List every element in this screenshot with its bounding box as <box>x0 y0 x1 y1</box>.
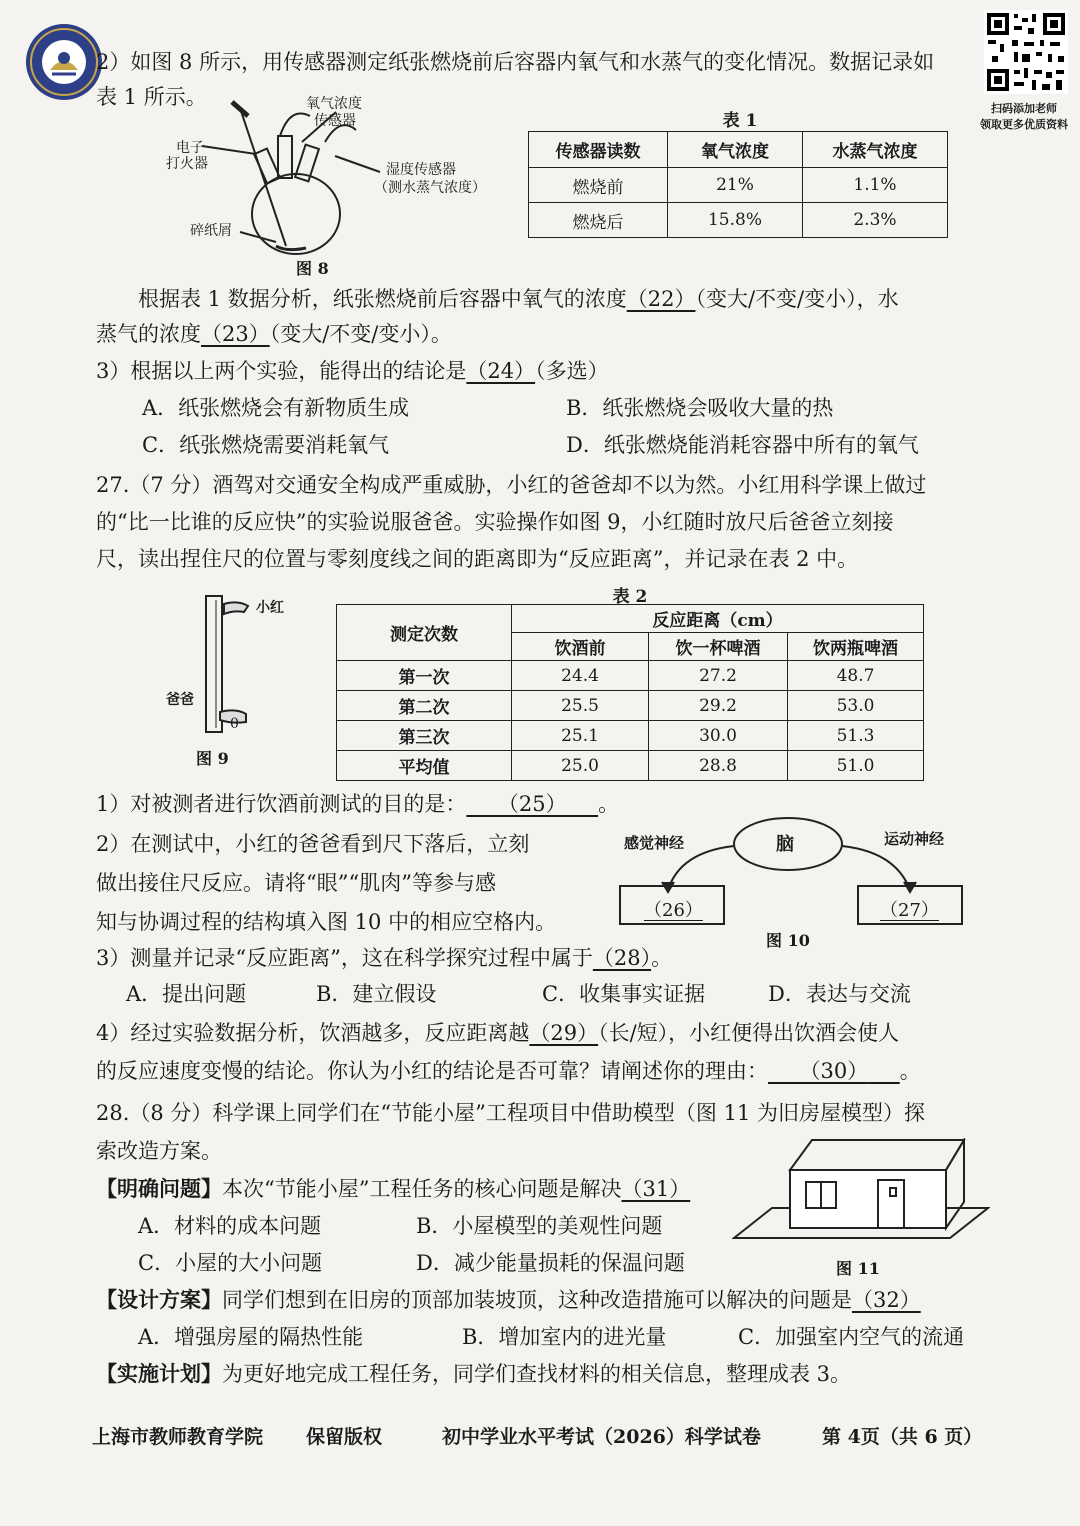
analysis-text: 根据表 1 数据分析，纸张燃烧前后容器中氧气的浓度 <box>138 287 627 311</box>
label-humidity-2: （测水蒸气浓度） <box>374 180 486 196</box>
label-o2-sensor-1: 氧气浓度 <box>306 96 362 112</box>
figure-9-caption: 图 9 <box>196 749 229 768</box>
q27-4-text: 4）经过实验数据分析，饮酒越多，反应距离越 <box>96 1021 530 1045</box>
q28-clarify-option-b: B．小屋模型的美观性问题 <box>416 1214 663 1238</box>
blank-30 <box>768 1059 900 1083</box>
table-2-cell: 27.2 <box>649 661 788 691</box>
blank-29: （29） <box>529 1021 599 1045</box>
stem-text: 3）根据以上两个实验，能得出的结论是 <box>96 359 467 383</box>
q27-4-text: （长/短），小红便得出饮酒会使人 <box>598 1021 900 1045</box>
q27-1-text: 1）对被测者进行饮酒前测试的目的是： <box>96 792 467 816</box>
plan-text: 为更好地完成工程任务，同学们查找材料的相关信息，整理成表 3。 <box>222 1362 852 1386</box>
school-logo <box>24 22 104 102</box>
table-1-cell: 燃烧后 <box>529 203 668 238</box>
figure-8-caption: 图 8 <box>296 259 329 278</box>
table-2-subheader: 饮一杯啤酒 <box>649 633 788 661</box>
qr-caption-2: 领取更多优质资料 <box>980 118 1068 131</box>
figure-10-sensory: 感觉神经 <box>624 834 685 852</box>
table-1-header: 传感器读数 <box>529 132 668 168</box>
table-2-header-count: 测定次数 <box>337 605 512 661</box>
option-d: D．纸张燃烧能消耗容器中所有的氧气 <box>566 433 919 457</box>
q27-3-option-b: B．建立假设 <box>316 982 437 1006</box>
table-1-cell: 15.8% <box>668 203 803 238</box>
table-2-cell: 53.0 <box>788 691 924 721</box>
plan-tag: 【实施计划】 <box>96 1361 222 1386</box>
table-1-title: 表 1 <box>722 111 758 131</box>
blank-25-number: （25） <box>497 792 567 816</box>
table-2-cell: 48.7 <box>788 661 924 691</box>
design-tag: 【设计方案】 <box>96 1287 222 1312</box>
blank-32: （32） <box>852 1288 921 1312</box>
table-2-cell: 28.8 <box>649 751 788 781</box>
q27-3-option-c: C．收集事实证据 <box>542 982 706 1006</box>
analysis-text: （变大/不变/变小）。 <box>269 322 452 346</box>
figure-10-caption: 图 10 <box>766 931 810 950</box>
analysis-text: 蒸气的浓度 <box>96 322 201 346</box>
q27-3-option-a: A．提出问题 <box>126 982 247 1006</box>
blank-23: （23） <box>201 322 270 346</box>
design-text: 同学们想到在旧房的顶部加装坡顶，这种改造措施可以解决的问题是 <box>222 1288 852 1312</box>
q27-intro-1: 27.（7 分）酒驾对交通安全构成严重威胁，小红的爸爸却不以为然。小红用科学课上做过 <box>96 473 927 497</box>
option-b: B．纸张燃烧会吸收大量的热 <box>566 396 834 420</box>
blank-25 <box>466 792 598 816</box>
qr-caption-1: 扫码添加老师 <box>991 102 1057 115</box>
q28-intro-1: 28.（8 分）科学课上同学们在“节能小屋”工程项目中借助模型（图 11 为旧房屋模型）探 <box>96 1101 925 1125</box>
blank-22: （22） <box>626 287 696 311</box>
q28-design-option-b: B．增加室内的进光量 <box>462 1325 667 1349</box>
q27-2-line-2: 做出接住尺反应。请将“眼”“肌肉”等参与感 <box>96 871 496 895</box>
clarify-text: 本次“节能小屋”工程任务的核心问题是解决 <box>222 1177 622 1201</box>
table-2-cell: 25.5 <box>512 691 649 721</box>
q28-design-option-a: A．增强房屋的隔热性能 <box>138 1325 364 1349</box>
label-lighter-1: 电子 <box>176 140 204 156</box>
table-2-cell: 29.2 <box>649 691 788 721</box>
option-a: A．纸张燃烧会有新物质生成 <box>142 396 410 420</box>
q27-2-line-1: 2）在测试中，小红的爸爸看到尺下落后，立刻 <box>96 832 530 856</box>
blank-31: （31） <box>621 1177 691 1201</box>
table-2-title: 表 2 <box>612 587 648 607</box>
figure-10-box-26: （26） <box>644 900 703 921</box>
qr-code[interactable] <box>984 10 1068 94</box>
figure-10-motor: 运动神经 <box>884 830 945 848</box>
q28-plan <box>96 1360 851 1388</box>
q27-2-line-3: 知与协调过程的结构填入图 10 中的相应空格内。 <box>96 910 557 934</box>
q27-4-line-2 <box>96 1057 921 1085</box>
blank-28: （28） <box>592 946 652 970</box>
table-2-row-label: 平均值 <box>337 751 512 781</box>
q27-3-text: 。 <box>651 946 673 970</box>
footer-publisher: 上海市教师教育学院 <box>92 1426 264 1448</box>
label-lighter-2: 打火器 <box>166 156 208 172</box>
q28-design <box>96 1286 921 1314</box>
table-1-header: 水蒸气浓度 <box>803 132 948 168</box>
table-2-cell: 24.4 <box>512 661 649 691</box>
footer-rights: 保留版权 <box>306 1426 383 1448</box>
q27-intro-2: 的“比一比谁的反应快”的实验说服爸爸。实验操作如图 9，小红随时放尺后爸爸立刻接 <box>96 510 894 534</box>
q28-clarify-option-d: D．减少能量损耗的保温问题 <box>416 1251 685 1275</box>
q27-3-option-d: D．表达与交流 <box>768 982 911 1006</box>
label-paper: 碎纸屑 <box>190 223 232 239</box>
table-2-row-label: 第一次 <box>337 661 512 691</box>
label-xiaohong: 小红 <box>256 600 284 616</box>
table-2-row-label: 第二次 <box>337 691 512 721</box>
figure-10-box-27: （27） <box>880 900 939 921</box>
footer-exam: 初中学业水平考试（2026）科学试卷 <box>442 1426 761 1448</box>
q27-3 <box>96 944 672 972</box>
blank-24: （24） <box>466 359 536 383</box>
q26-3-stem <box>96 357 609 385</box>
q26-2-intro-2: 表 1 所示。 <box>96 85 207 109</box>
figure-11-house <box>732 1138 990 1250</box>
q28-design-option-c: C．加强室内空气的流通 <box>738 1325 965 1349</box>
label-dad: 爸爸 <box>166 692 194 708</box>
table-2-cell: 30.0 <box>649 721 788 751</box>
table-1-header: 氧气浓度 <box>668 132 803 168</box>
table-2-cell: 51.3 <box>788 721 924 751</box>
analysis-text: （变大/不变/变小），水 <box>695 287 899 311</box>
table-2-cell: 25.0 <box>512 751 649 781</box>
table-2-row-label: 第三次 <box>337 721 512 751</box>
label-zero: 0 <box>230 716 239 732</box>
q27-1 <box>96 790 619 818</box>
clarify-tag: 【明确问题】 <box>96 1176 222 1201</box>
q28-clarify <box>96 1175 690 1203</box>
table-1 <box>528 131 948 238</box>
q28-intro-2: 索改造方案。 <box>96 1139 222 1163</box>
q27-1-text: 。 <box>598 792 620 816</box>
blank-30-number: （30） <box>799 1059 869 1083</box>
q27-4-text: 的反应速度变慢的结论。你认为小红的结论是否可靠？请阐述你的理由： <box>96 1059 768 1083</box>
table-2-subheader: 饮两瓶啤酒 <box>788 633 924 661</box>
table-2-cell: 51.0 <box>788 751 924 781</box>
figure-11-caption: 图 11 <box>836 1259 880 1278</box>
label-humidity-1: 湿度传感器 <box>386 162 456 178</box>
table-1-cell: 21% <box>668 168 803 203</box>
table-1-cell: 2.3% <box>803 203 948 238</box>
q26-2-intro-1: 2）如图 8 所示，用传感器测定纸张燃烧前后容器内氧气和水蒸气的变化情况。数据记录如 <box>96 50 935 74</box>
table-1-cell: 燃烧前 <box>529 168 668 203</box>
option-c: C．纸张燃烧需要消耗氧气 <box>142 433 390 457</box>
q26-2-analysis-2 <box>96 320 452 348</box>
table-1-cell: 1.1% <box>803 168 948 203</box>
footer-page: 第 4页（共 6 页） <box>822 1426 983 1448</box>
q27-4-line-1 <box>96 1019 899 1047</box>
table-2-header-group: 反应距离（cm） <box>512 605 924 633</box>
q28-clarify-option-a: A．材料的成本问题 <box>138 1214 322 1238</box>
stem-text: （多选） <box>535 359 609 383</box>
q27-intro-3: 尺，读出捏住尺的位置与零刻度线之间的距离即为“反应距离”，并记录在表 2 中。 <box>96 547 859 571</box>
table-2-cell: 25.1 <box>512 721 649 751</box>
q27-4-text: 。 <box>899 1059 921 1083</box>
figure-10-brain: 脑 <box>776 834 794 855</box>
q28-clarify-option-c: C．小屋的大小问题 <box>138 1251 323 1275</box>
label-o2-sensor-2: 传感器 <box>314 113 356 129</box>
table-2 <box>336 604 924 781</box>
table-2-subheader: 饮酒前 <box>512 633 649 661</box>
q26-2-analysis-1 <box>138 285 899 313</box>
q27-3-text: 3）测量并记录“反应距离”，这在科学探究过程中属于 <box>96 946 593 970</box>
